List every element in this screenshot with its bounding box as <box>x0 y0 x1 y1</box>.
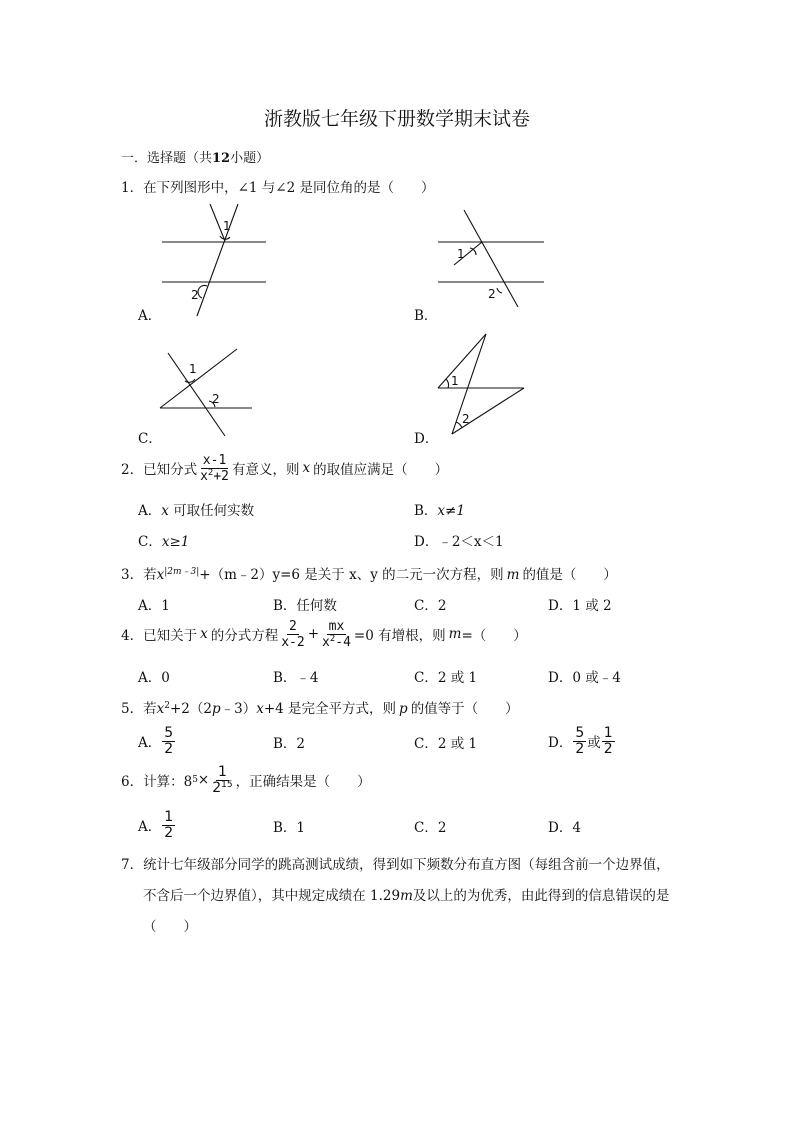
q1-option-d[interactable]: D． <box>414 431 439 447</box>
angle-label-1: 1 <box>457 247 465 261</box>
q1-figure-d <box>432 330 532 440</box>
angle-arc-1 <box>446 379 448 388</box>
q6-option-c[interactable]: C．2 <box>414 820 447 836</box>
question-6-stem: 6．计算：8 5 × $\frac{1}{2^{15}}$ ，正确结果是（ ） <box>121 763 371 796</box>
q4-fraction-1: $\frac{2}{x-2}$ <box>281 618 305 650</box>
q1-option-a[interactable]: A． <box>138 308 162 324</box>
angle-label-2: 2 <box>212 392 220 406</box>
angle-label-1: 1 <box>223 219 231 233</box>
angle-label-1: 1 <box>189 362 197 376</box>
q4-option-a[interactable]: A．0 <box>138 670 170 686</box>
q3-option-a[interactable]: A．1 <box>138 598 170 614</box>
question-1-stem: 1．在下列图形中，∠1 与∠2 是同位角的是（ ） <box>121 180 435 196</box>
q4-option-d[interactable]: D．0 或﹣4 <box>548 670 621 686</box>
q6-option-a-fraction: $\frac{1}{2}$ <box>164 808 174 841</box>
angle-label-2: 2 <box>488 287 496 301</box>
question-4-stem: 4．已知关于 x 的分式方程 $\frac{2}{x-2}$ + $\frac{mx}{x^2-4}$ =0 有增根，则 m =（ ） <box>121 618 527 650</box>
question-7-line-3: （ ） <box>143 919 197 935</box>
transversal <box>197 204 238 316</box>
q4-option-b[interactable]: B．﹣4 <box>273 670 319 686</box>
q1-option-b[interactable]: B． <box>414 308 438 324</box>
q1-figure-c <box>155 345 260 440</box>
section-heading: 一．选择题（共12小题） <box>121 151 270 166</box>
question-3-stem: 3．若$x^{|2m﹣3|}+(m﹣2)y=6$ 是关于 x、y 的二元一次方程，则 m 的值是（ ） <box>121 567 617 583</box>
q1-figure-b <box>430 202 555 317</box>
question-5-stem: 5．若$x^2+2(2p﹣3)x+4$ 是完全平方式，则 p 的值等于（ ） <box>121 701 519 717</box>
question-2-stem: 2．已知分式 $\frac{x-1}{x^2+2}$ 有意义，则 x 的取值应满足（ ） <box>121 452 449 484</box>
q6-option-a[interactable]: A． $\frac{1}{2}$ <box>138 808 174 841</box>
page-title: 浙教版七年级下册数学期末试卷 <box>263 108 530 130</box>
q4-option-c[interactable]: C．2 或 1 <box>414 670 478 686</box>
angle-arc-2 <box>497 288 502 293</box>
q5-option-a[interactable]: A． $\frac{5}{2}$ <box>138 724 174 757</box>
bottom-side <box>452 388 524 434</box>
question-7-line-2: 不含后一个边界值），其中规定成绩在 1.29m及以上的为优秀，由此得到的信息错误的是 <box>143 888 670 904</box>
q6-fraction: $\frac{1}{2^{15}}$ <box>212 763 233 796</box>
q5-option-d-fraction-2: $\frac{1}{2}$ <box>603 724 613 757</box>
q3-option-b[interactable]: B．任何数 <box>273 598 337 614</box>
q6-option-d[interactable]: D．4 <box>548 820 581 836</box>
q1-figure-a <box>150 202 280 322</box>
q2-option-a[interactable]: A．x 可取任何实数 <box>138 503 255 519</box>
q3-option-d[interactable]: D．1 或 2 <box>548 598 612 614</box>
q3-option-c[interactable]: C．2 <box>414 598 447 614</box>
angle-label-2: 2 <box>462 412 470 426</box>
angle-arc-1 <box>220 236 230 239</box>
q5-option-b[interactable]: B．2 <box>273 736 306 752</box>
question-7-line-1: 7．统计七年级部分同学的跳高测试成绩，得到如下频数分布直方图（每组含前一个边界值， <box>121 857 670 873</box>
q5-option-d[interactable]: D． $\frac{5}{2}$ 或 $\frac{1}{2}$ <box>548 724 613 757</box>
q4-fraction-2: $\frac{mx}{x^2-4}$ <box>322 618 351 650</box>
triangle-side <box>438 334 486 388</box>
angle-label-1: 1 <box>451 374 459 388</box>
q5-option-d-fraction-1: $\frac{5}{2}$ <box>575 724 585 757</box>
q6-option-b[interactable]: B．1 <box>273 820 306 836</box>
angle-label-2: 2 <box>191 288 199 302</box>
q2-option-b[interactable]: B．x≠1 <box>414 503 465 519</box>
q2-option-d[interactable]: D．﹣2＜x＜1 <box>414 534 504 550</box>
q5-option-c[interactable]: C．2 或 1 <box>414 736 478 752</box>
q1-option-c[interactable]: C． <box>138 431 162 447</box>
q2-option-c[interactable]: C．x≥1 <box>138 534 190 550</box>
q2-fraction: $\frac{x-1}{x^2+2}$ <box>200 452 229 484</box>
q5-option-a-fraction: $\frac{5}{2}$ <box>164 724 174 757</box>
